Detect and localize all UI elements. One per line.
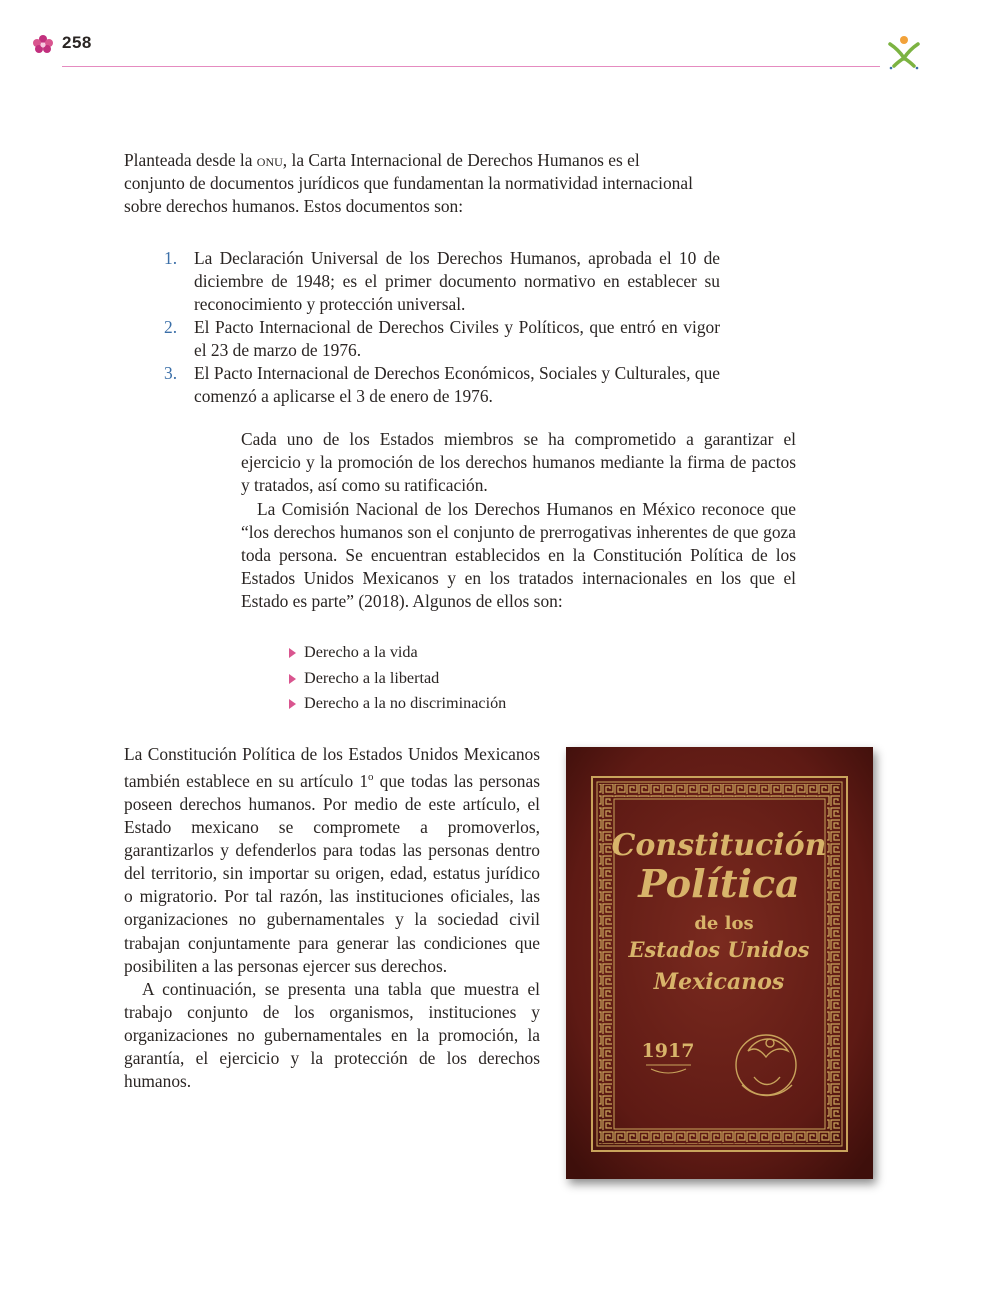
- list-item: [288, 640, 506, 666]
- body-column: [124, 743, 540, 1093]
- cover-title-line-4: Estados Unidos: [628, 937, 810, 962]
- header-divider: [62, 66, 880, 67]
- ordinal-superscript: o: [368, 771, 374, 784]
- list-item: [164, 316, 720, 362]
- list-item-text: Derecho a la no discriminación: [304, 694, 507, 712]
- bullet-triangle-icon: [289, 699, 296, 709]
- list-item: [288, 691, 506, 717]
- page-number: 258: [62, 33, 92, 52]
- member-states-paragraph: Cada uno de los Estados miembros se ha comprometido a garantizar el ejercicio y la promoción de los derechos humanos mediante la firma de pactos y tratados, así como su ratificación.: [241, 429, 796, 496]
- cover-title-line-2: Política: [638, 861, 800, 906]
- constitution-paragraph: [124, 743, 540, 978]
- list-item: [164, 362, 720, 408]
- list-number: 1.: [164, 248, 178, 268]
- list-item-text: El Pacto Internacional de Derechos Civiles y Políticos, que entró en vigor el 23 de marzo de 1976.: [194, 317, 720, 360]
- intro-paragraph: [124, 149, 694, 218]
- cover-title-line-3: de los: [694, 913, 754, 934]
- bullet-triangle-icon: [289, 674, 296, 684]
- rights-list: [288, 640, 506, 717]
- constitution-text-start: La Constitución Política de los Estados Unidos Mexicanos también establece en su artículo 1: [124, 744, 540, 791]
- list-item-text: Derecho a la libertad: [304, 668, 440, 687]
- leaf-person-logo-icon: [884, 34, 924, 70]
- constitution-book-cover-image: [566, 747, 873, 1179]
- cndh-quote-paragraph: La Comisión Nacional de los Derechos Humanos en México reconoce que “los derechos humanos son el conjunto de prerrogativas inherentes de que goza toda persona. Se encuentran establecidos en la Constitución Política de los Estados Unidos Mexicanos y en los tratados internacionales en los que el Estado es parte” (2018). Algunos de ellos son:: [241, 498, 796, 612]
- intro-text-end: , la Carta Internacional de Derechos Humanos es el conjunto de documentos jurídicos que fundamentan la normatividad internacional sobre derechos humanos. Estos documentos son:: [124, 150, 693, 216]
- table-intro-paragraph: A continuación, se presenta una tabla que muestra el trabajo conjunto de los organismos, instituciones y organizaciones no gubernamentales en la promoción, la garantía, el ejercicio y la protección de los derechos humanos.: [124, 978, 540, 1092]
- cover-title-line-1: Constitución: [611, 828, 827, 863]
- list-number: 2.: [164, 317, 178, 337]
- list-item: [288, 666, 506, 692]
- list-number: 3.: [164, 363, 178, 383]
- cover-year: 1917: [641, 1040, 695, 1062]
- bullet-triangle-icon: [289, 648, 296, 658]
- list-item-text: El Pacto Internacional de Derechos Económicos, Sociales y Culturales, que comenzó a aplicarse el 3 de enero de 1976.: [194, 363, 720, 406]
- list-item-text: Derecho a la vida: [304, 643, 418, 661]
- onu-acronym: onu: [256, 150, 283, 170]
- documents-list: [164, 247, 720, 408]
- constitution-text-end: que todas las personas poseen derechos humanos. Por medio de este artículo, el Estado mexicano se compromete a promoverlos, garantizarlos y defenderlos para todas las personas dentro del territorio, sin importar su origen, edad, estatus jurídico o migratorio. Por tal razón, las instituciones oficiales, las organizaciones no gubernamentales y la sociedad civil trabajan conjuntamente para generar las condiciones que posibiliten a las personas ejercer sus derechos.: [124, 770, 540, 976]
- indented-block: [241, 428, 796, 614]
- list-item-text: La Declaración Universal de los Derechos Humanos, aprobada el 10 de diciembre de 1948; es el primer documento normativo en establecer su reconocimiento y protección universal.: [194, 248, 720, 314]
- flower-icon: [31, 33, 55, 55]
- intro-text-start: Planteada desde la: [124, 150, 257, 170]
- list-item: [164, 247, 720, 316]
- cover-title-line-5: Mexicanos: [653, 969, 785, 995]
